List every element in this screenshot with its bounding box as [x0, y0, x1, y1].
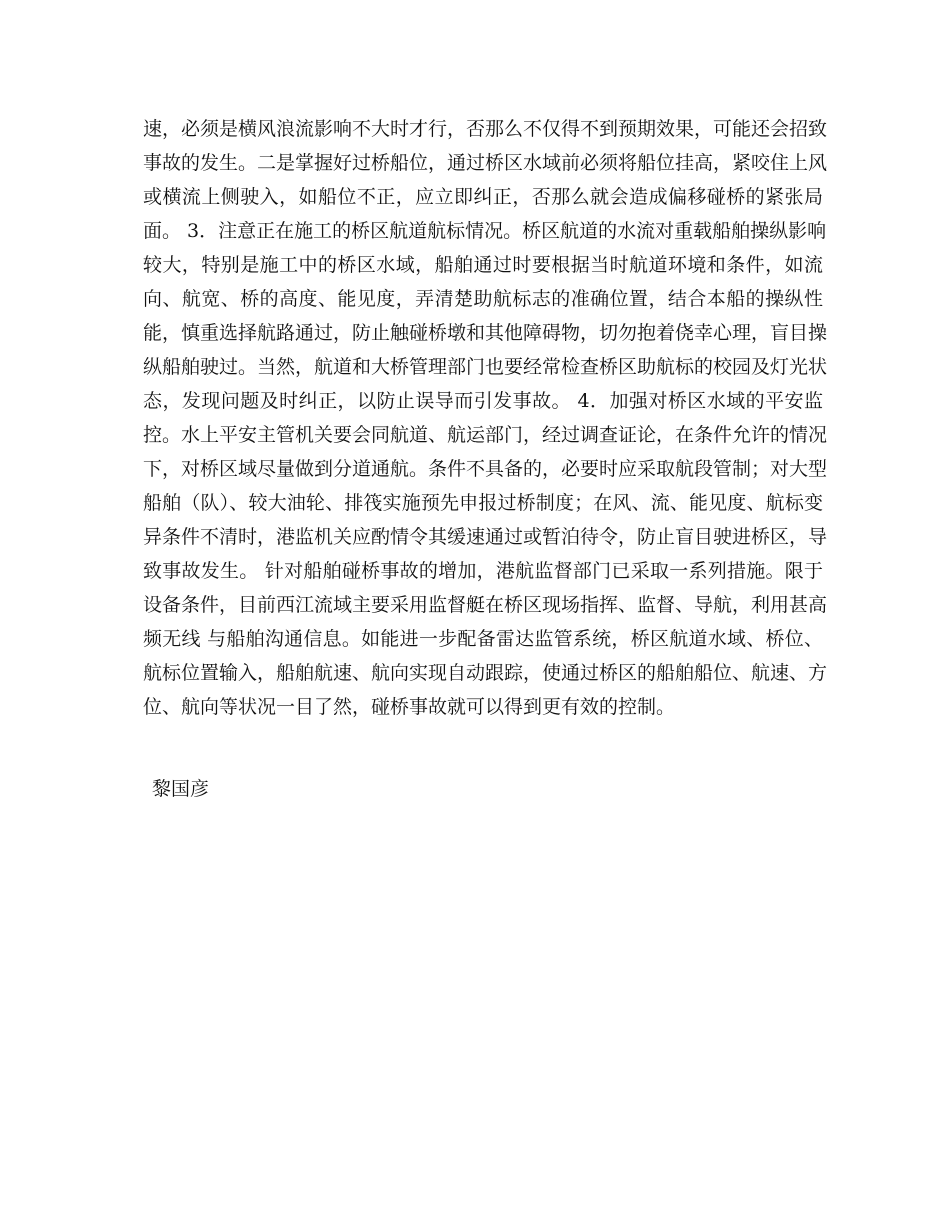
- text-line: 纵船舶驶过。当然，航道和大桥管理部门也要经常检查桥区助航标的校园及灯光状: [143, 356, 828, 378]
- author-signature: 黎国彦: [152, 778, 210, 800]
- text-line: 速，必须是横风浪流影响不大时才行，否那么不仅得不到预期效果，可能还会招致: [143, 118, 828, 140]
- text-line: 面。 3．注意正在施工的桥区航道航标情况。桥区航道的水流对重载船舶操纵影响: [143, 220, 827, 242]
- text-line: 位、航向等状况一目了然，碰桥事故就可以得到更有效的控制。: [143, 696, 676, 718]
- text-line: 致事故发生。 针对船舶碰桥事故的增加，港航监督部门已采取一系列措施。限于: [143, 560, 823, 582]
- text-line: 航标位置输入，船舶航速、航向实现自动跟踪，使通过桥区的船舶船位、航速、方: [143, 662, 828, 684]
- text-line: 频无线 与船舶沟通信息。如能进一步配备雷达监管系统，桥区航道水域、桥位、: [143, 628, 823, 650]
- text-line: 设备条件，目前西江流域主要采用监督艇在桥区现场指挥、监督、导航，利用甚高: [143, 594, 828, 616]
- text-line: 向、航宽、桥的高度、能见度，弄清楚助航标志的准确位置，结合本船的操纵性: [143, 288, 823, 310]
- text-line: 能，慎重选择航路通过，防止触碰桥墩和其他障碍物，切勿抱着侥幸心理，盲目操: [143, 322, 828, 344]
- text-line: 异条件不清时，港监机关应酌情令其缓速通过或暂泊待令，防止盲目驶进桥区，导: [143, 526, 828, 548]
- text-line: 较大，特别是施工中的桥区水域，船舶通过时要根据当时航道环境和条件，如流: [143, 254, 823, 276]
- text-line: 或横流上侧驶入，如船位不正，应立即纠正，否那么就会造成偏移碰桥的紧张局: [143, 186, 823, 208]
- text-line: 下，对桥区域尽量做到分道通航。条件不具备的，必要时应采取航段管制；对大型: [143, 458, 828, 480]
- text-line: 态，发现问题及时纠正，以防止误导而引发事故。 4．加强对桥区水域的平安监: [143, 390, 823, 412]
- text-line: 事故的发生。二是掌握好过桥船位，通过桥区水域前必须将船位挂高，紧咬住上风: [143, 152, 828, 174]
- text-line: 控。水上平安主管机关要会同航道、航运部门，经过调查证论，在条件允许的情况: [143, 424, 828, 446]
- body-text: [143, 112, 828, 724]
- text-line: 船舶（队）、较大油轮、排筏实施预先申报过桥制度；在风、流、能见度、航标变: [143, 492, 823, 514]
